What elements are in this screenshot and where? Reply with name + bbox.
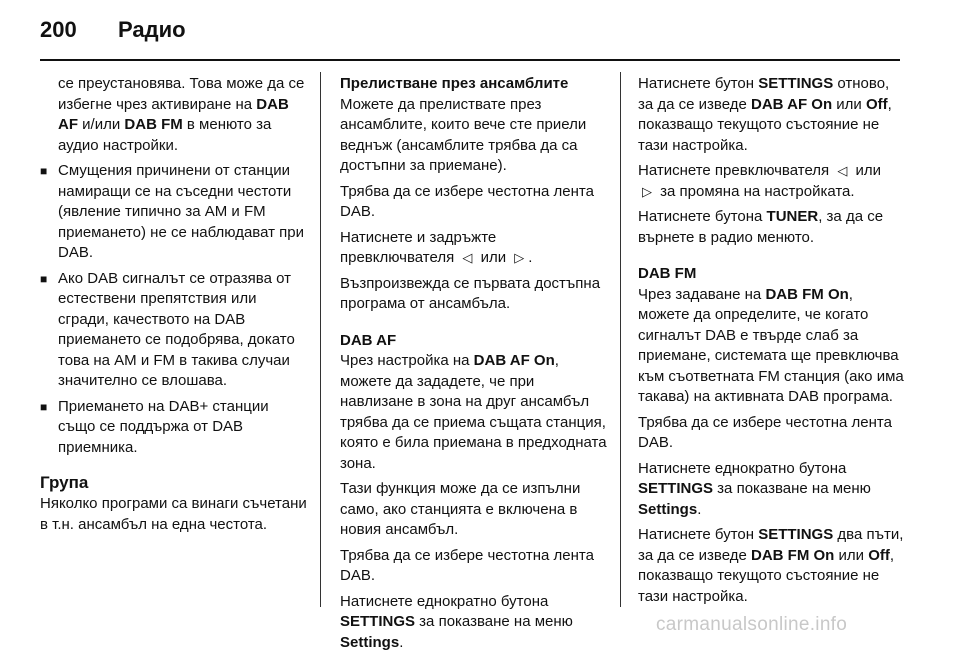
term: Settings xyxy=(638,500,698,518)
paragraph: Натиснете бутон SETTINGS два пъти, за да се изведе DAB FM On или Off, показващо текущото състояние не тази настройка. xyxy=(638,526,904,605)
term: DAB FM xyxy=(124,116,183,133)
section-heading-group: Група xyxy=(40,473,89,492)
paragraph: Натиснете бутона TUNER, за да се върнете в радио менюто. xyxy=(638,208,884,246)
paragraph: Трябва да се избере честотна лента DAB. xyxy=(638,413,892,451)
term: DAB FM On xyxy=(765,285,849,303)
term: TUNER xyxy=(766,208,819,225)
term: DAB AF On xyxy=(751,95,833,113)
term: SETTINGS xyxy=(638,480,714,497)
page-header xyxy=(0,0,960,56)
triangle-right-icon: ▷ xyxy=(642,183,652,199)
paragraph: Натиснете бутон SETTINGS отново, за да се изведе DAB AF On или Off, показващо текущото състояние не тази настройка. xyxy=(638,75,892,154)
paragraph: Натиснете и задръжте превключвателя ◁ или ▷ . xyxy=(340,228,610,269)
paragraph: Натиснете превключвателя ◁ или ▷ за промяна на настройката. xyxy=(638,161,904,202)
term: DAB FM On xyxy=(751,546,835,564)
paragraph: Натиснете еднократно бутона SETTINGS за показване на меню Settings. xyxy=(638,459,871,518)
term: Off xyxy=(868,546,890,564)
section-heading: Прелистване през ансамблите xyxy=(340,75,569,92)
term: DAB AF xyxy=(58,95,289,133)
paragraph: Чрез задаване на DAB FM On, можете да определите, че когато сигналът DAB е твърде слаб за приемане, системата ще превключва към съответната FM станция (ако има такава) на активната DAB програма. xyxy=(638,285,904,405)
paragraph: Трябва да се избере честотна лента DAB. xyxy=(340,546,594,584)
column-divider xyxy=(620,72,621,607)
paragraph: Тази функция може да се изпълни само, ако станцията е включена в новия ансамбъл. xyxy=(340,480,581,538)
paragraph: Натиснете еднократно бутона SETTINGS за показване на меню Settings. xyxy=(340,592,573,651)
term: SETTINGS xyxy=(758,75,834,92)
paragraph: Възпроизвежда се първата достъпна програма от ансамбъла. xyxy=(340,274,601,312)
term: SETTINGS xyxy=(340,613,416,630)
page-title: Радио xyxy=(118,17,186,42)
paragraph: Можете да прелиствате през ансамблите, които вече сте приели веднъж (ансамблите трябва да са достъпни за приемане). xyxy=(340,95,587,174)
term: DAB AF On xyxy=(473,352,555,369)
paragraph: се преустановява. Това може да се избегне чрез активиране на DAB AF и/или DAB FM в менюто за аудио настройки. xyxy=(58,75,305,154)
column-1 xyxy=(40,74,310,540)
paragraph: Няколко програми са винаги съчетани в т.н. ансамбъл на една честота. xyxy=(40,495,307,533)
term: SETTINGS xyxy=(758,526,834,543)
bullet-item: ■ Ако DAB сигналът се отразява от естествени препятствия или сгради, качеството на DAB приемането се подобрява, докато това на AM и FM в такива случаи значително се влошава. xyxy=(40,269,310,392)
term: Off xyxy=(865,95,888,113)
section-heading: DAB FM xyxy=(638,265,697,282)
watermark: carmanualsonline.info xyxy=(656,614,848,635)
bullet-item: ■ Приемането на DAB+ станции също се поддържа от DAB приемника. xyxy=(40,397,310,459)
term: Settings xyxy=(340,633,400,651)
column-2 xyxy=(340,74,610,658)
page-number: 200 xyxy=(40,17,77,42)
column-divider xyxy=(320,72,321,607)
triangle-right-icon: ▷ xyxy=(514,250,525,265)
paragraph: Чрез настройка на DAB AF On, можете да зададете, че при навлизане в зона на друг ансамбъл трябва да се приема същата станция, която е била приемана в предходната зона. xyxy=(340,352,607,472)
header-rule xyxy=(40,59,900,61)
column-3 xyxy=(638,74,904,612)
section-heading: DAB AF xyxy=(340,331,397,349)
bullet-item: ■ Смущения причинени от станции намиращи се на съседни честоти (явление типично за AM и FM приемането) не се наблюдават при DAB. xyxy=(40,161,310,264)
triangle-left-icon: ◁ xyxy=(837,163,848,178)
triangle-left-icon: ◁ xyxy=(462,250,473,265)
paragraph: Трябва да се избере честотна лента DAB. xyxy=(340,182,594,220)
